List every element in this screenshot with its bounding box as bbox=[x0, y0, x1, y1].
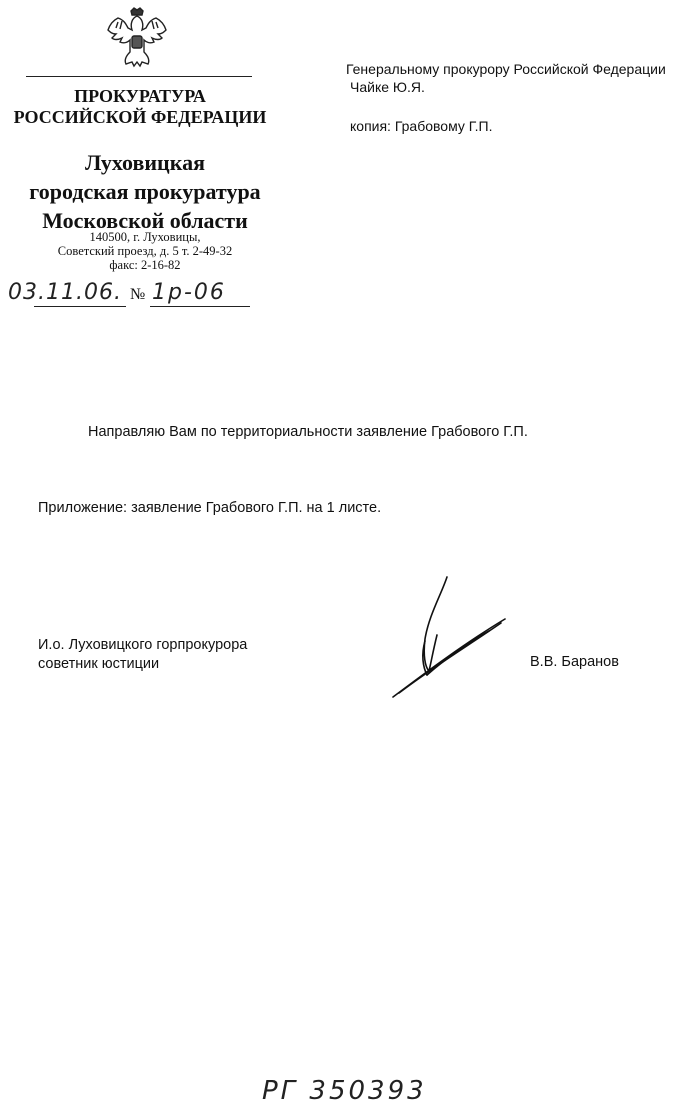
date-underline bbox=[34, 306, 126, 307]
office-address bbox=[0, 230, 290, 272]
office-line-2: городская прокуратура bbox=[29, 179, 261, 204]
org-line-1: ПРОКУРАТУРА bbox=[74, 86, 206, 106]
reg-number-underline bbox=[150, 306, 250, 307]
signer-position bbox=[38, 636, 247, 674]
address-line-1: 140500, г. Луховицы, bbox=[89, 230, 201, 244]
copy-recipient: копия: Грабовому Г.П. bbox=[350, 118, 493, 134]
recipient-block bbox=[346, 60, 666, 96]
recipient-line-2: Чайке Ю.Я. bbox=[350, 79, 425, 95]
office-line-3: Московской области bbox=[42, 208, 248, 233]
signer-position-line-1: И.о. Луховицкого горпрокурора bbox=[38, 637, 248, 653]
handwritten-date: 03.11.06. bbox=[8, 280, 122, 305]
handwritten-signature bbox=[385, 575, 510, 700]
attachment-note: Приложение: заявление Грабового Г.П. на 1 листе. bbox=[38, 500, 382, 516]
handwritten-registration-stamp: РГ 350393 bbox=[262, 1076, 427, 1106]
address-line-2: Советский проезд, д. 5 т. 2-49-32 bbox=[57, 244, 233, 258]
handwritten-reg-number: 1р-06 bbox=[152, 280, 226, 305]
recipient-line-1: Генеральному прокурору Российской Федерации bbox=[346, 61, 666, 77]
office-name bbox=[0, 148, 290, 235]
org-line-2: РОССИЙСКОЙ ФЕДЕРАЦИИ bbox=[13, 107, 267, 127]
signer-position-line-2: советник юстиции bbox=[38, 656, 160, 672]
signer-name: В.В. Баранов bbox=[530, 654, 619, 670]
address-line-3: факс: 2-16-82 bbox=[109, 258, 181, 272]
number-sign: № bbox=[130, 286, 146, 303]
header-divider bbox=[26, 76, 252, 77]
org-name bbox=[0, 86, 280, 128]
office-line-1: Луховицкая bbox=[85, 150, 205, 175]
letter-body: Направляю Вам по территориальности заявление Грабового Г.П. bbox=[88, 424, 528, 440]
coat-of-arms-emblem bbox=[104, 6, 170, 70]
